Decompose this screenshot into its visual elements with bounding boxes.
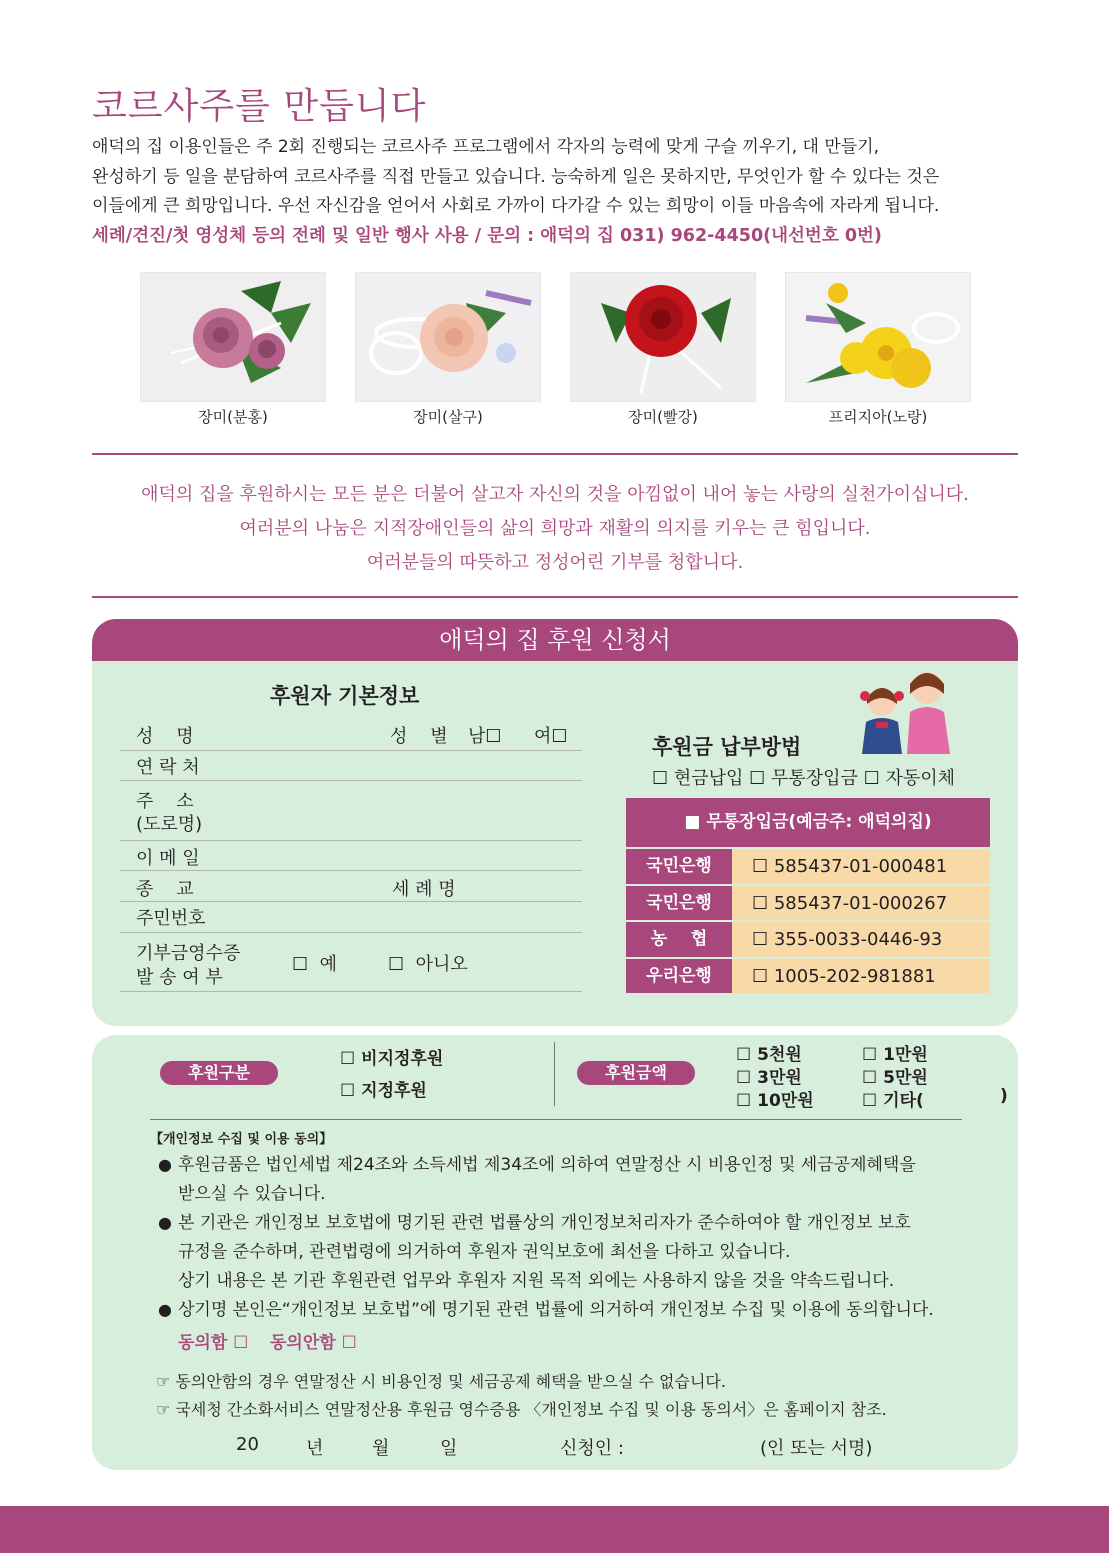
payment-method-options[interactable]: ☐ 현금납입 ☐ 무통장입금 ☐ 자동이체: [652, 768, 956, 789]
email-label: 이 메 일: [136, 848, 200, 869]
privacy-paragraph-3: 상기명 본인은“개인정보 보호법”에 명기된 관련 법률에 의거하여 개인정보 수집 및 이용에 동의합니다.: [178, 1300, 934, 1320]
divider: [92, 453, 1018, 455]
amount-other-checkbox[interactable]: ☐ 기타(: [862, 1091, 924, 1111]
page-title: 코르사주를 만듭니다: [92, 86, 427, 127]
amount-other-close: ): [1000, 1086, 1008, 1106]
email-row[interactable]: [120, 841, 582, 871]
sign-year-label: 년: [306, 1438, 324, 1459]
appeal-line: 여러분들의 따뜻하고 정성어린 기부를 청합니다.: [366, 552, 744, 573]
receipt-row: [120, 933, 582, 992]
contact-label: 연 락 처: [136, 757, 200, 778]
flower-photo-apricot-rose: [355, 272, 541, 402]
receipt-label: 기부금영수증: [136, 943, 241, 964]
bank-table-header: ■ 무통장입금(예금주: 애덕의집): [626, 798, 990, 847]
religion-row[interactable]: [120, 871, 582, 902]
receipt-sub-label: 발 송 여 부: [136, 967, 223, 988]
support-type-badge: 후원구분: [160, 1061, 278, 1085]
disagree-checkbox[interactable]: 동의안함 ☐: [270, 1333, 357, 1353]
support-amount-badge: 후원금액: [577, 1061, 695, 1085]
account-number[interactable]: ☐ 1005-202-981881: [732, 959, 990, 994]
address-row[interactable]: [120, 781, 582, 841]
children-illustration: [852, 664, 956, 754]
gender-female-checkbox[interactable]: 여☐: [534, 726, 568, 747]
designated-support-checkbox[interactable]: ☐ 지정후원: [340, 1081, 427, 1101]
address-sub-label: (도로명): [136, 814, 203, 835]
flower-caption: 프리지아(노랑): [828, 408, 928, 426]
form-title: 애덕의 집 후원 신청서: [92, 619, 1018, 661]
bank-name: 농 협: [626, 922, 732, 957]
receipt-no-checkbox[interactable]: ☐ 아니오: [388, 954, 468, 975]
sign-year-prefix: 20: [236, 1434, 259, 1455]
agree-checkbox[interactable]: 동의함 ☐: [178, 1333, 249, 1353]
vertical-divider: [554, 1042, 555, 1106]
amount-50k-checkbox[interactable]: ☐ 5만원: [862, 1068, 928, 1088]
intro-line: 이들에게 큰 희망입니다. 우선 자신감을 얻어서 사회로 가까이 다가갈 수 있는 희망이 이들 마음속에 자라게 됩니다.: [92, 196, 940, 216]
name-label: 성 명: [136, 726, 194, 747]
table-row[interactable]: [626, 957, 990, 994]
inquiry-highlight: 세례/견진/첫 영성체 등의 전례 및 일반 행사 사용 / 문의 : 애덕의 집 031) 962-4450(내선번호 0번): [92, 226, 882, 246]
account-number[interactable]: ☐ 585437-01-000481: [732, 849, 990, 884]
privacy-line: 상기 내용은 본 기관 후원관련 업무와 후원자 지원 목적 외에는 사용하지 않을 것을 약속드립니다.: [178, 1271, 895, 1291]
privacy-line: 받으실 수 있습니다.: [178, 1184, 326, 1204]
account-number[interactable]: ☐ 585437-01-000267: [732, 886, 990, 921]
table-row[interactable]: [626, 920, 990, 957]
sign-day-label: 일: [440, 1438, 458, 1459]
bank-name: 우리은행: [626, 959, 732, 994]
intro-text: [92, 133, 939, 222]
amount-10k-checkbox[interactable]: ☐ 1만원: [862, 1045, 928, 1065]
payment-method-title: 후원금 납부방법: [652, 735, 802, 759]
baptismal-name-label: 세 례 명: [392, 879, 456, 900]
privacy-line: 규정을 준수하며, 관련법령에 의거하여 후원자 권익보호에 최선을 다하고 있습니다.: [178, 1242, 791, 1262]
bullet-icon: ●: [158, 1155, 172, 1174]
contact-row[interactable]: [120, 751, 582, 781]
table-row[interactable]: [626, 884, 990, 921]
privacy-line: 본 기관은 개인정보 보호법에 명기된 관련 법률상의 개인정보처리자가 준수하여야 할 개인정보 보호: [178, 1213, 911, 1233]
flower-caption: 장미(빨강): [628, 408, 698, 426]
bank-name: 국민은행: [626, 849, 732, 884]
amount-30k-checkbox[interactable]: ☐ 3만원: [736, 1068, 802, 1088]
flower-photo-pink-rose: [140, 272, 326, 402]
flower-caption: 장미(살구): [413, 408, 483, 426]
flower-photo-red-rose: [570, 272, 756, 402]
bullet-icon: ●: [158, 1213, 172, 1232]
flower-photo-yellow-freesia: [785, 272, 971, 402]
privacy-line: 후원금품은 법인세법 제24조와 소득세법 제34조에 의하여 연말정산 시 비용인정 및 세금공제혜택을: [178, 1155, 916, 1175]
bullet-icon: ●: [158, 1300, 172, 1319]
basic-info-title: 후원자 기본정보: [270, 684, 420, 708]
gender-male-checkbox[interactable]: 남☐: [468, 726, 502, 747]
footer-bar: [0, 1506, 1109, 1553]
resident-number-row[interactable]: [120, 902, 582, 933]
sign-month-label: 월: [372, 1438, 390, 1459]
intro-line: 애덕의 집 이용인들은 주 2회 진행되는 코르사주 프로그램에서 각자의 능력에 맞게 구슬 끼우기, 대 만들기,: [92, 137, 879, 157]
intro-line: 완성하기 등 일을 분담하여 코르사주를 직접 만들고 있습니다. 능숙하게 일은 못하지만, 무엇인가 할 수 있다는 것은: [92, 166, 940, 187]
amount-5k-checkbox[interactable]: ☐ 5천원: [736, 1045, 802, 1065]
privacy-paragraph-2: [178, 1209, 911, 1296]
seal-or-signature-label: (인 또는 서명): [760, 1438, 873, 1459]
appeal-line: 여러분의 나눔은 지적장애인들의 삶의 희망과 재활의 의지를 키우는 큰 힘입니다.: [239, 518, 871, 539]
address-label: 주 소: [136, 791, 194, 812]
account-number[interactable]: ☐ 355-0033-0446-93: [732, 922, 990, 957]
applicant-label: 신청인 :: [560, 1438, 624, 1459]
bank-name: 국민은행: [626, 886, 732, 921]
privacy-paragraph-1: [178, 1151, 916, 1209]
bank-account-table: [626, 798, 990, 993]
religion-label: 종 교: [136, 879, 194, 900]
privacy-note-1: ☞ 동의안함의 경우 연말정산 시 비용인정 및 세금공제 혜택을 받으실 수 없습니다.: [156, 1372, 726, 1391]
name-row[interactable]: [120, 720, 582, 751]
gender-label: 성 별: [390, 726, 448, 747]
amount-100k-checkbox[interactable]: ☐ 10만원: [736, 1091, 814, 1111]
table-row[interactable]: [626, 847, 990, 884]
non-designated-support-checkbox[interactable]: ☐ 비지정후원: [340, 1049, 444, 1069]
appeal-line: 애덕의 집을 후원하시는 모든 분은 더불어 살고자 자신의 것을 아낌없이 내어 놓는 사랑의 실천가이십니다.: [141, 484, 969, 505]
privacy-title: 【개인정보 수집 및 이용 동의】: [150, 1132, 333, 1147]
resident-number-label: 주민번호: [136, 908, 206, 929]
privacy-note-2: ☞ 국세청 간소화서비스 연말정산용 후원금 영수증용 〈개인정보 수집 및 이용 동의서〉은 홈페이지 참조.: [156, 1400, 887, 1419]
divider: [150, 1119, 962, 1120]
receipt-yes-checkbox[interactable]: ☐ 예: [292, 954, 337, 975]
divider: [92, 596, 1018, 598]
flower-caption: 장미(분홍): [198, 408, 268, 426]
